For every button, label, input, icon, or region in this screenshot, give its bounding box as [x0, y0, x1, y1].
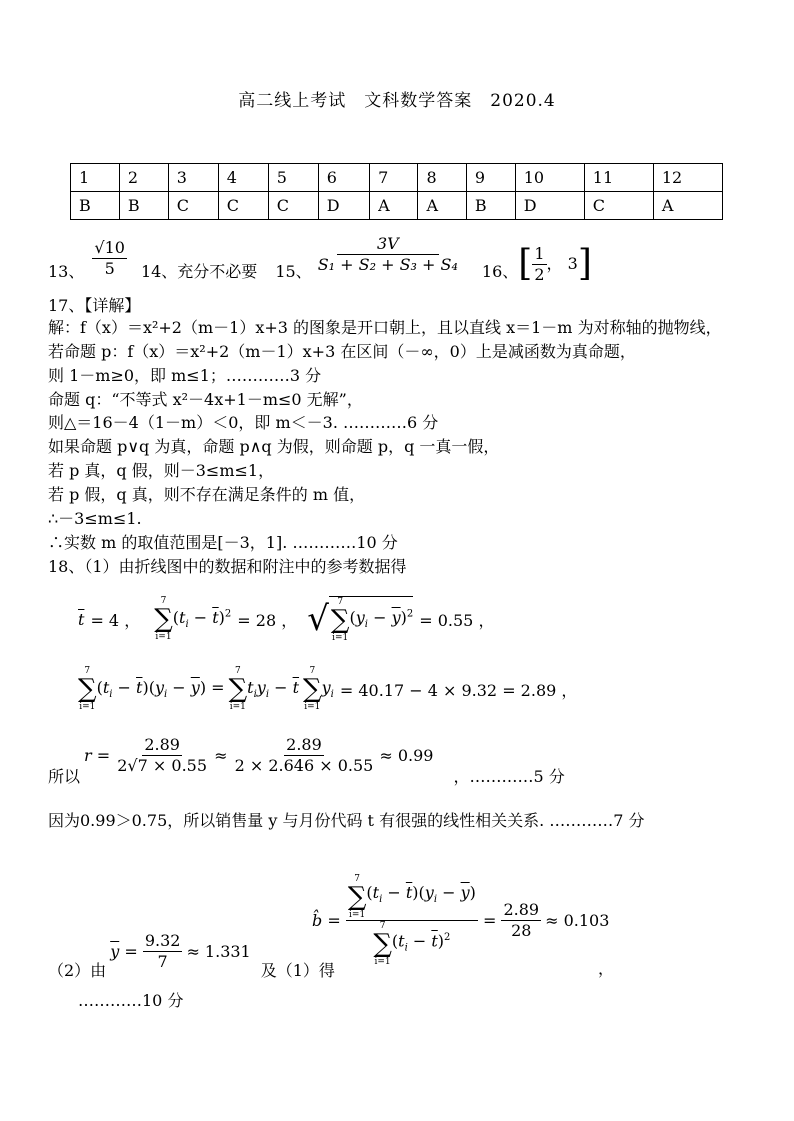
q16-label: 16、 — [481, 262, 519, 281]
q17-line: 则 1－m≥0，即 m≤1；…………3 分 — [48, 366, 322, 385]
table-cell: C — [584, 192, 653, 220]
table-cell: 3 — [168, 164, 218, 192]
equation-row-1 — [78, 592, 494, 646]
q17-line: 若 p 假，q 真，则不存在满足条件的 m 值， — [48, 485, 366, 504]
r-fraction-2-denominator: 2 × 2.646 × 0.55 — [234, 756, 374, 775]
part2-row: （2）由 $\overline{y}$ = $\frac{9.32}{7}$ ≈ 1.331 及（1）得 — [48, 931, 335, 980]
answer-table — [70, 163, 723, 220]
q17-line: 若 p 真，q 假，则－3≤m≤1， — [48, 461, 275, 480]
y-bar-approx: ≈ 1.331 — [186, 942, 251, 961]
r-score: ，…………5 分 — [453, 767, 565, 786]
table-cell: A — [370, 192, 418, 220]
sqrt-value: = 0.55 ， — [419, 610, 495, 630]
table-cell: B — [71, 192, 120, 220]
r-fraction-1 — [115, 735, 209, 776]
table-cell: A — [653, 192, 722, 220]
y-bar-fraction — [143, 931, 183, 972]
left-bracket-icon: [ — [518, 243, 533, 284]
q13-numerator: √10 — [94, 237, 125, 257]
q17-line: 则△＝16－4（1－m）＜0，即 m＜－3. …………6 分 — [48, 413, 439, 432]
q13-denominator: 5 — [104, 258, 115, 278]
q18-intro: 18、（1）由折线图中的数据和附注中的参考数据得 — [48, 557, 407, 576]
part2-comma: ， — [598, 959, 615, 978]
table-cell: C — [218, 192, 268, 220]
table-cell: D — [318, 192, 369, 220]
fill-in-row — [48, 233, 592, 283]
table-cell: 5 — [268, 164, 318, 192]
table-cell: 7 — [370, 164, 418, 192]
r-symbol: r — [84, 746, 92, 765]
q13-label: 13、 — [48, 262, 85, 281]
q17-line: 解：f（x）＝x²+2（m－1）x+3 的图象是开口朝上，且以直线 x＝1－m 为对称轴的抛物线， — [48, 318, 722, 337]
t-bar-value: = 4 ， — [90, 610, 141, 630]
r-fraction-2-numerator: 2.89 — [286, 735, 322, 754]
q15-numerator: 3V — [337, 234, 439, 255]
b-hat-fraction-2-numerator: 2.89 — [503, 899, 540, 919]
q15-answer — [316, 234, 460, 275]
q16-fraction — [532, 244, 546, 285]
y-bar-symbol: $\overline{y}$ — [110, 942, 120, 961]
equation-2-result: = 40.17 − 4 × 9.32 = 2.89 ， — [339, 680, 578, 700]
q17-line: 如果命题 p∨q 为真，命题 p∧q 为假，则命题 p，q 一真一假， — [48, 437, 500, 456]
answer-table-number-row — [71, 164, 723, 192]
q17-line: ∴实数 m 的取值范围是[－3，1]. …………10 分 — [48, 533, 398, 552]
q17-line: ∴－3≤m≤1. — [48, 509, 142, 528]
table-cell: B — [119, 192, 168, 220]
sum-symbol: 7 ∑ i=1 — [154, 596, 173, 642]
table-cell: 2 — [119, 164, 168, 192]
r-fraction-1-numerator: 2.89 — [144, 735, 180, 754]
table-cell: B — [466, 192, 515, 220]
b-hat-equation: b̂ = 7 ∑ i=1 $(t_i - \overline{t})(y_i - \overline{y})$ 7 ∑ i=1 $(t_i - \overline{t})^2$ = $\frac{2.89}{28}$ ≈ 0.103 — [312, 873, 610, 967]
table-cell: 10 — [515, 164, 584, 192]
table-cell: 4 — [218, 164, 268, 192]
q16-denominator: 2 — [534, 264, 545, 284]
q16-numerator: 1 — [534, 243, 545, 263]
y-bar-numerator: 9.32 — [144, 931, 181, 950]
answer-table-answer-row — [71, 192, 723, 220]
page-title: 高二线上考试 文科数学答案 2020.4 — [238, 91, 556, 111]
b-hat-fraction-2 — [501, 900, 541, 941]
t-bar-symbol: $\overline{t}$ — [78, 609, 85, 629]
table-cell: 8 — [418, 164, 466, 192]
right-bracket-icon: ] — [577, 243, 592, 284]
q13-answer — [92, 238, 127, 279]
r-equation-row: 所以 r = $\frac{2.89}{2√7 \times 0.55}$ ≈ $\frac{2.89}{2 \times 2.646 \times 0.55}$ ≈ 0.99 ，…………5 分 — [48, 735, 565, 786]
q16-answer — [518, 244, 592, 285]
radical-icon: √ — [307, 599, 329, 639]
table-cell: 11 — [584, 164, 653, 192]
q17-line: 若命题 p：f（x）＝x²+2（m－1）x+3 在区间（－∞，0）上是减函数为真命题， — [48, 342, 636, 361]
r-approx: ≈ 0.99 — [379, 746, 434, 765]
table-cell: A — [418, 192, 466, 220]
b-hat-fraction-2-denominator: 28 — [511, 920, 532, 940]
q16-upper-bound: ， 3 — [546, 254, 578, 273]
b-hat-approx: ≈ 0.103 — [545, 910, 610, 930]
q15-denominator: S₁ + S₂ + S₃ + S₄ — [317, 254, 458, 274]
q17-line: 命题 q：“不等式 x²－4x+1－m≤0 无解”， — [48, 390, 363, 409]
q18-conclusion: 因为0.99＞0.75，所以销售量 y 与月份代码 t 有很强的线性相关关系. …………7 分 — [48, 811, 645, 830]
q15-label: 15、 — [275, 262, 312, 281]
table-cell: D — [515, 192, 584, 220]
r-prefix: 所以 — [48, 767, 81, 786]
r-fraction-1-denominator: 2√7 × 0.55 — [117, 756, 208, 775]
table-cell: 6 — [318, 164, 369, 192]
sum-value: = 28 ， — [237, 610, 298, 630]
sqrt-expression: √ 7 ∑ i=1 $(y_i - \overline{y})^2$ — [307, 596, 414, 643]
table-cell: C — [268, 192, 318, 220]
y-bar-denominator: 7 — [157, 952, 168, 971]
table-cell: 12 — [653, 164, 722, 192]
equation-row-2: 7 ∑ i=1 $(t_i - \overline{t})(y_i - \overline{y})$ = 7 ∑ i=1 $t_iy_i - \overline{t}$ 7 ∑ i=1 $y_i$ = 40.17 − 4 × 9.32 = 2.89 ， — [78, 666, 578, 712]
b-hat-fraction-1: 7 ∑ i=1 $(t_i - \overline{t})(y_i - \overline{y})$ 7 ∑ i=1 $(t_i - \overline{t})^2$ — [347, 873, 476, 967]
table-cell: C — [168, 192, 218, 220]
table-cell: 9 — [466, 164, 515, 192]
sum-expression: $(t_i - \overline{t})^2$ — [172, 607, 232, 631]
q17-heading: 17、【详解】 — [48, 296, 141, 315]
r-fraction-2 — [233, 735, 376, 776]
table-cell: 1 — [71, 164, 120, 192]
b-hat-symbol: b̂ — [312, 910, 323, 930]
part2-prefix: （2）由 — [48, 961, 107, 980]
part2-score: …………10 分 — [78, 991, 184, 1010]
part2-mid: 及（1）得 — [260, 961, 335, 980]
q14-label: 14、充分不必要 — [140, 262, 258, 281]
